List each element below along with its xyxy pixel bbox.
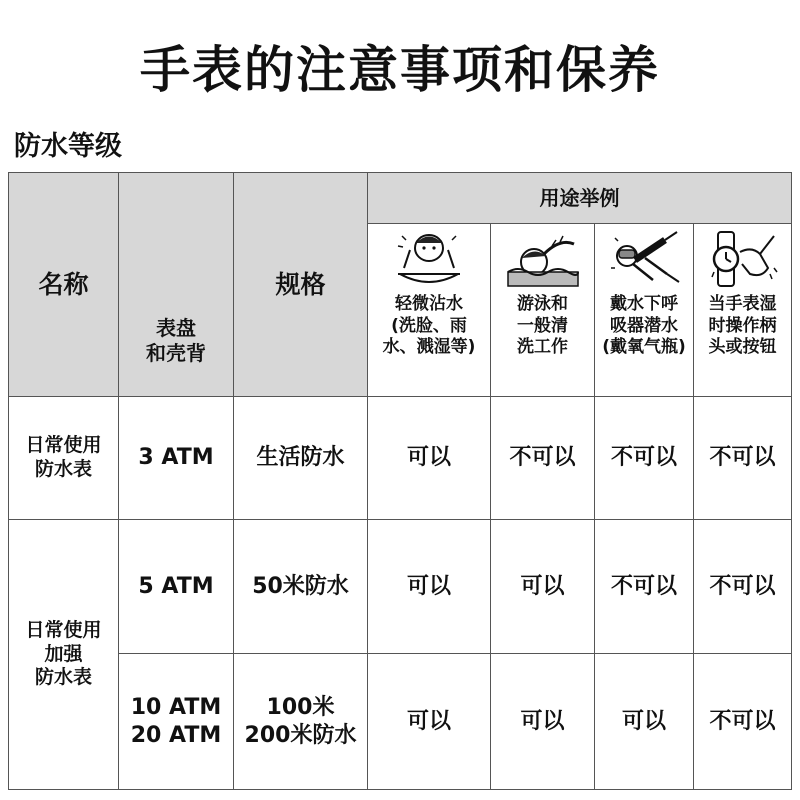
row-1-usage-4-value: 不可以 [709, 445, 776, 471]
group-name-2 [8, 519, 119, 790]
usage-col-1-label: 轻微沾水 (洗脸、雨 水、溅湿等) [382, 294, 476, 358]
row-1-usage-4 [693, 396, 792, 520]
row-3-atm [118, 653, 234, 790]
header-spec [233, 172, 368, 397]
row-2-atm-value: 5 ATM [138, 573, 214, 599]
row-2-usage-4 [693, 519, 792, 654]
usage-col-4 [693, 223, 792, 397]
row-3-usage-2 [490, 653, 595, 790]
header-usage [367, 172, 792, 224]
group-name-2-label: 日常使用 加强 防水表 [25, 618, 102, 689]
usage-col-1 [367, 223, 491, 397]
page-title: 手表的注意事项和保养 [140, 41, 660, 99]
row-3-usage-4-value: 不可以 [709, 708, 776, 734]
row-1-usage-3-value: 不可以 [610, 445, 677, 471]
row-2-usage-2 [490, 519, 595, 654]
row-3-spec [233, 653, 368, 790]
row-3-usage-4 [693, 653, 792, 790]
row-2-spec [233, 519, 368, 654]
section-title: 防水等级 [14, 131, 122, 162]
row-3-usage-2-value: 可以 [520, 708, 565, 734]
row-1-usage-3 [594, 396, 694, 520]
header-usage-label: 用途举例 [539, 185, 620, 210]
scuba-diving-icon [605, 228, 683, 290]
row-1-atm-value: 3 ATM [138, 445, 214, 471]
group-name-1 [8, 396, 119, 520]
row-1-usage-2 [490, 396, 595, 520]
row-1-usage-1-value: 可以 [406, 445, 451, 471]
header-name [8, 172, 119, 397]
row-3-usage-3 [594, 653, 694, 790]
header-spec-label: 规格 [275, 269, 326, 299]
usage-col-4-label: 当手表湿 时操作柄 头或按钮 [708, 294, 777, 358]
row-2-usage-1 [367, 519, 491, 654]
face-washing-icon [390, 228, 468, 290]
row-2-atm [118, 519, 234, 654]
row-2-usage-3 [594, 519, 694, 654]
row-3-usage-1 [367, 653, 491, 790]
row-1-spec [233, 396, 368, 520]
usage-col-2-label: 游泳和 一般清 洗工作 [517, 294, 568, 358]
row-1-atm [118, 396, 234, 520]
row-2-usage-2-value: 可以 [520, 573, 565, 599]
swimming-icon [504, 228, 582, 290]
row-3-spec-value: 100米 200米防水 [244, 695, 357, 748]
row-2-usage-3-value: 不可以 [610, 573, 677, 599]
row-1-usage-1 [367, 396, 491, 520]
header-name-label: 名称 [38, 269, 89, 299]
row-3-atm-value: 10 ATM 20 ATM [130, 695, 222, 748]
row-1-usage-2-value: 不可以 [509, 445, 576, 471]
usage-col-2 [490, 223, 595, 397]
row-1-spec-value: 生活防水 [256, 445, 345, 471]
row-3-usage-3-value: 可以 [621, 708, 666, 734]
header-dial-label: 表盘 和壳背 [146, 316, 206, 365]
group-name-1-label: 日常使用 防水表 [25, 434, 102, 480]
row-2-spec-value: 50米防水 [252, 573, 349, 599]
usage-col-3 [594, 223, 694, 397]
row-2-usage-4-value: 不可以 [709, 573, 776, 599]
row-2-usage-1-value: 可以 [406, 573, 451, 599]
usage-col-3-label: 戴水下呼 吸器潜水 (戴氧气瓶) [602, 294, 686, 358]
header-dial [118, 172, 234, 397]
row-3-usage-1-value: 可以 [406, 708, 451, 734]
wet-hand-watch-icon [704, 228, 782, 290]
